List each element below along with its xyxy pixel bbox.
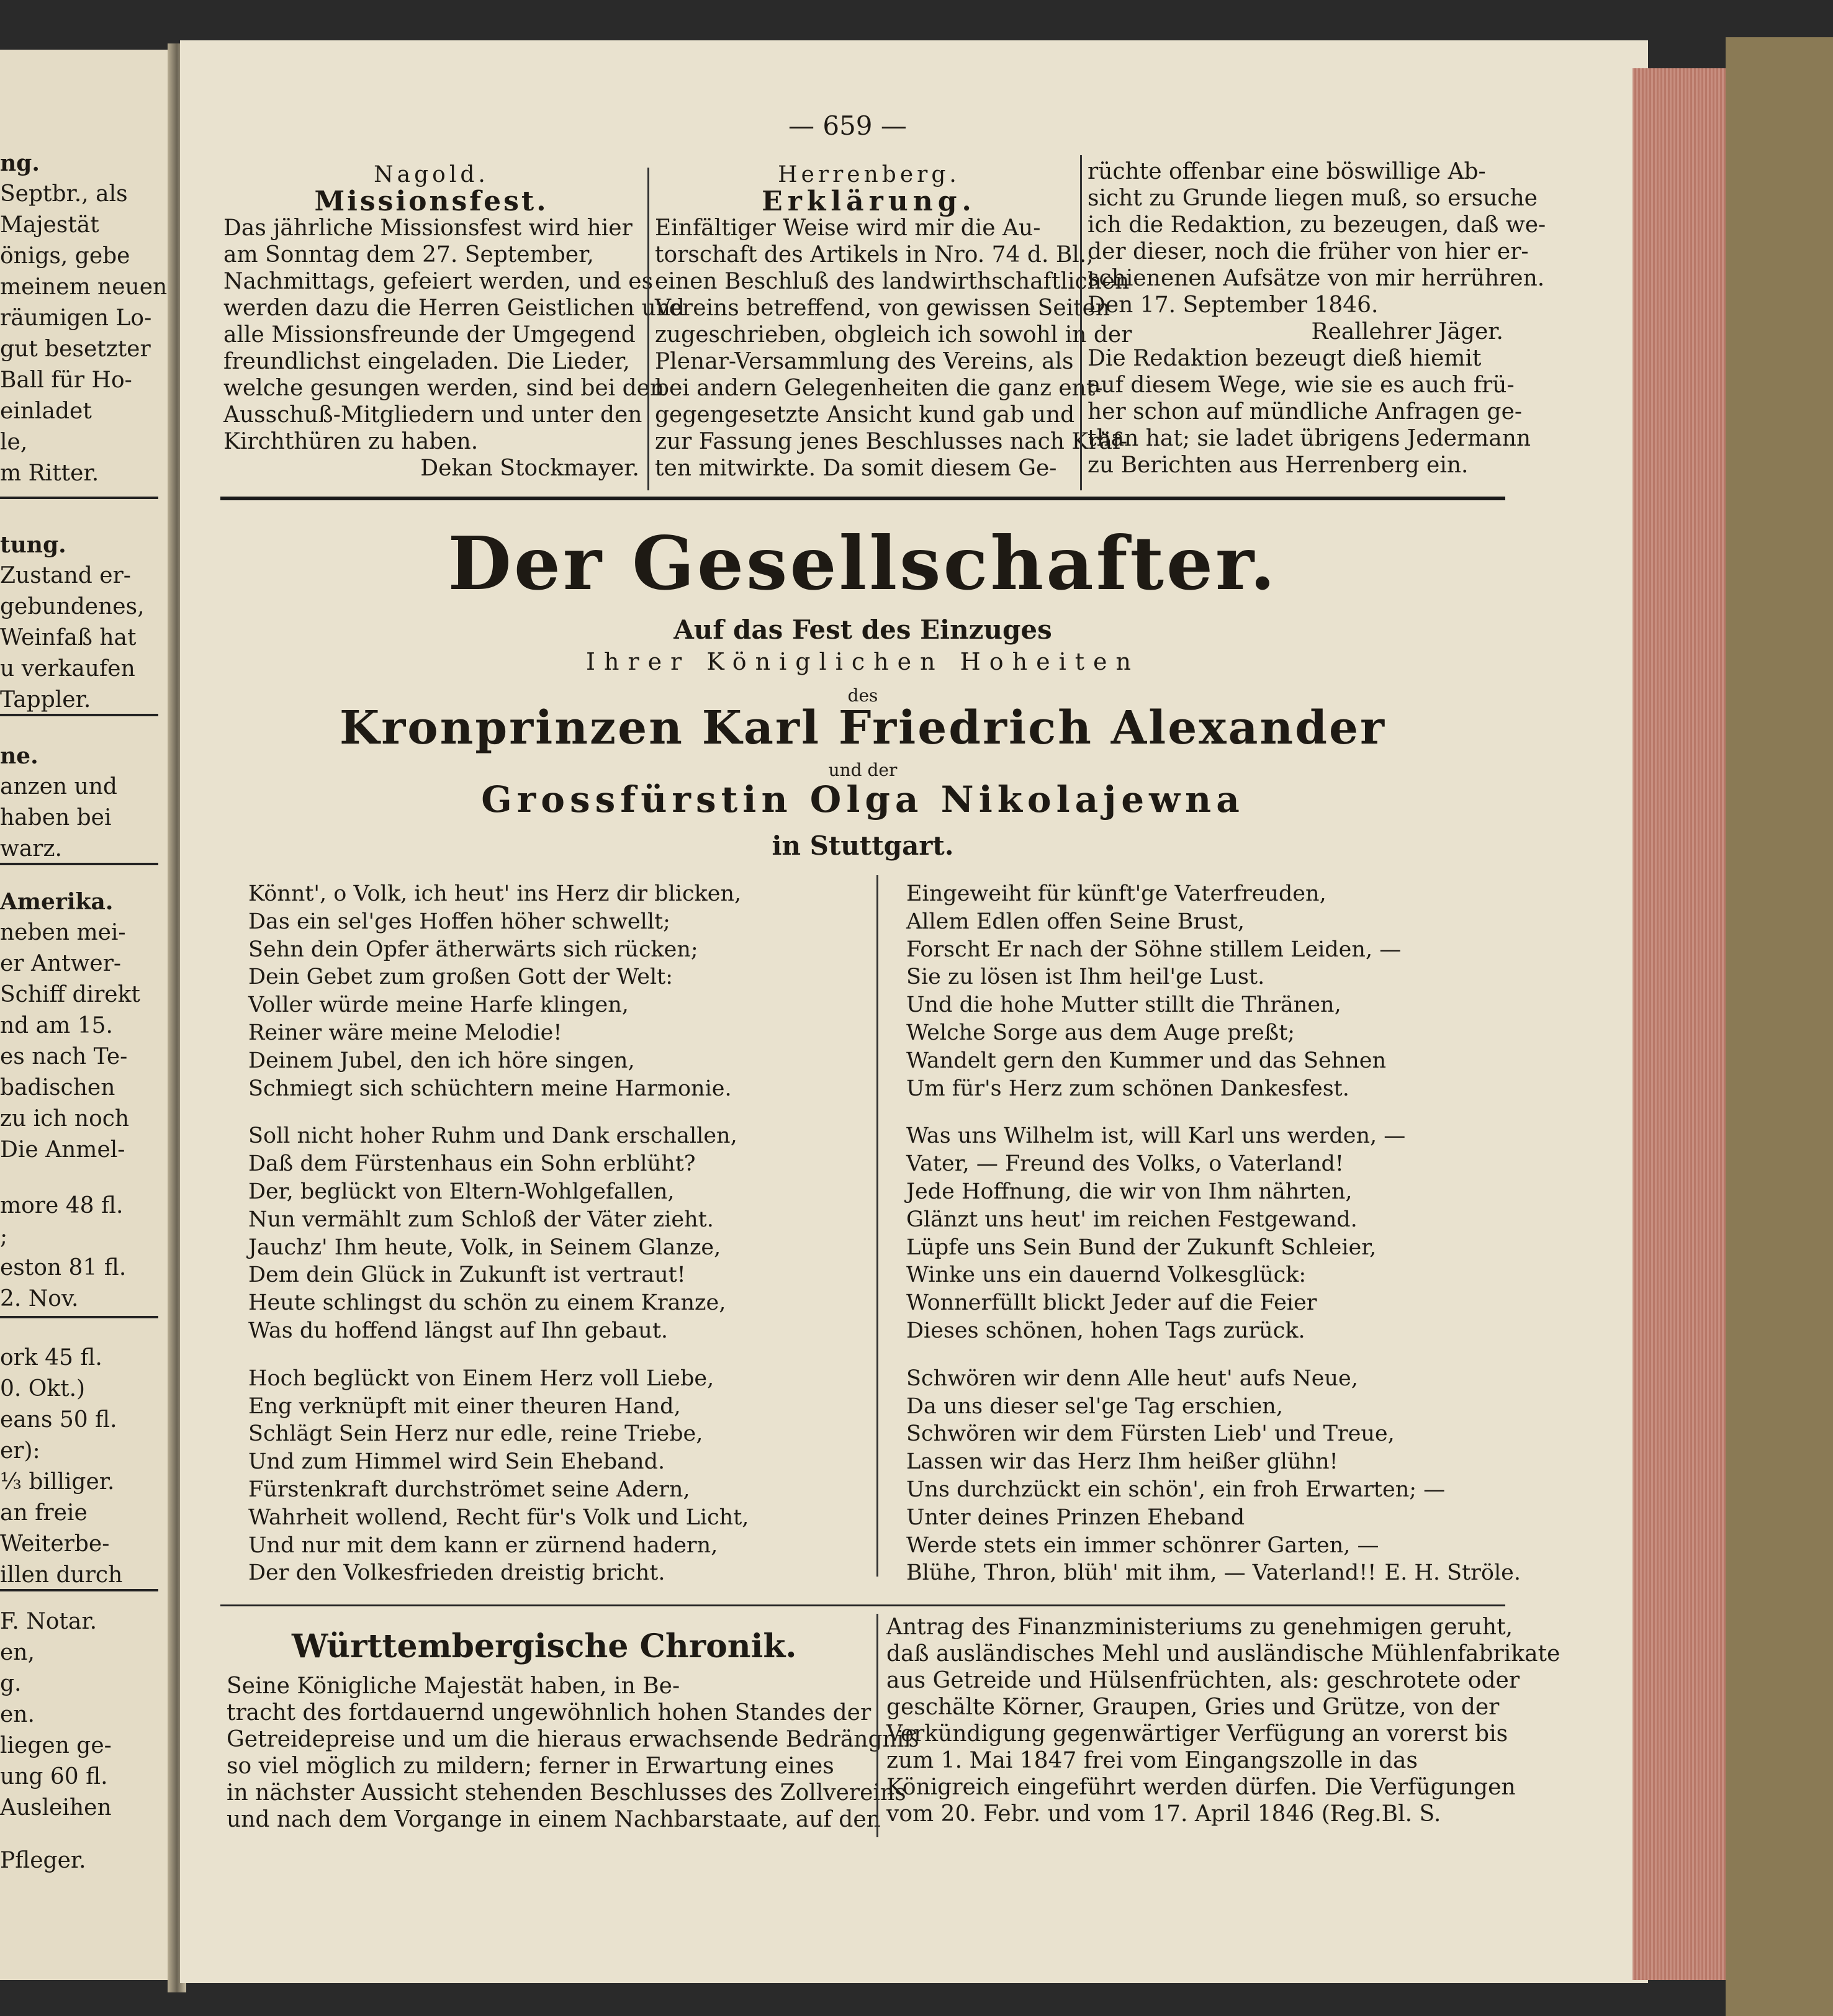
- book-cover: [1726, 37, 1833, 2016]
- poem-line: Allem Edlen offen Seine Brust,: [906, 909, 1245, 934]
- notice-line: Die Redaktion bezeugt dieß hiemit: [1088, 346, 1482, 371]
- left-page-line: zu ich noch: [0, 1106, 130, 1132]
- notice-line: bei andern Gelegenheiten die ganz ent-: [655, 376, 1103, 401]
- left-page-line: nd am 15.: [0, 1013, 113, 1038]
- notice-line: Den 17. September 1846.: [1088, 292, 1379, 318]
- notice-signature: Dekan Stockmayer.: [420, 456, 639, 481]
- left-page-line: an freie: [0, 1500, 88, 1526]
- left-page-rule: [0, 1316, 158, 1318]
- left-page-line: Ball für Ho-: [0, 367, 132, 393]
- poem-line: Schlägt Sein Herz nur edle, reine Triebe,: [248, 1421, 703, 1447]
- masthead-grand-duchess: Grossfürstin Olga Nikolajewna: [481, 778, 1245, 821]
- poem-line: Schwören wir denn Alle heut' aufs Neue,: [906, 1366, 1358, 1391]
- masthead-des: des: [847, 685, 878, 706]
- poem-line: Winke uns ein dauernd Volkesglück:: [906, 1262, 1307, 1288]
- notice-line: Kirchthüren zu haben.: [223, 429, 479, 454]
- left-page-line: neben mei-: [0, 920, 126, 945]
- left-page-line: Majestät: [0, 212, 99, 238]
- chronik-line: Antrag des Finanzministeriums zu genehmigen geruht,: [886, 1614, 1513, 1640]
- left-page-line: räumigen Lo-: [0, 305, 152, 331]
- notice-line: schienenen Aufsätze von mir herrühren.: [1088, 266, 1545, 291]
- notice-line: rüchte offenbar eine böswillige Ab-: [1088, 159, 1486, 184]
- left-page-line: es nach Te-: [0, 1044, 128, 1069]
- poem-line: Wahrheit wollend, Recht für's Volk und Licht,: [248, 1505, 749, 1530]
- notice-line: alle Missionsfreunde der Umgegend: [223, 322, 636, 348]
- notice-line: freundlichst eingeladen. Die Lieder,: [223, 349, 630, 374]
- poem-line: Unter deines Prinzen Eheband: [906, 1505, 1245, 1530]
- chronik-line: zum 1. Mai 1847 frei vom Eingangszolle in das: [886, 1748, 1418, 1773]
- poem-line: Deinem Jubel, den ich höre singen,: [248, 1048, 635, 1073]
- poem-column-rule: [876, 875, 878, 1577]
- notice-herrenberg: [655, 161, 1132, 482]
- notice-line: der dieser, noch die früher von hier er-: [1088, 239, 1529, 264]
- notice-line: her schon auf mündliche Anfragen ge-: [1088, 399, 1523, 425]
- left-page-line: ⅓ billiger.: [0, 1469, 115, 1495]
- poem-line: Blühe, Thron, blüh' mit ihm, — Vaterland!!: [906, 1560, 1377, 1586]
- section-rule: [220, 1604, 1505, 1606]
- chronik-line: vom 20. Febr. und vom 17. April 1846 (Reg.Bl. S.: [886, 1801, 1441, 1827]
- notice-line: welche gesungen werden, sind bei den: [223, 376, 665, 401]
- poem-line: Soll nicht hoher Ruhm und Dank erschallen,: [248, 1123, 737, 1149]
- notice-nagold: [223, 161, 685, 482]
- left-page-line: Septbr., als: [0, 181, 128, 207]
- poem-line: Was du hoffend längst auf Ihn gebaut.: [248, 1318, 669, 1343]
- left-page-line: Pfleger.: [0, 1848, 86, 1873]
- page-number: — 659 —: [788, 110, 907, 141]
- poem-line: Nun vermählt zum Schloß der Väter zieht.: [248, 1207, 714, 1232]
- poem-line: Vater, — Freund des Volks, o Vaterland!: [906, 1151, 1344, 1177]
- chronik-line: in nächster Aussicht stehenden Beschlusses des Zollvereins: [227, 1780, 906, 1806]
- left-page-line: more 48 fl.: [0, 1193, 124, 1218]
- masthead-title: Der Gesellschafter.: [448, 520, 1278, 606]
- left-page-line: Ausleihen: [0, 1795, 112, 1820]
- left-page-line: anzen und: [0, 774, 117, 799]
- poem-line: Könnt', o Volk, ich heut' ins Herz dir blicken,: [248, 881, 742, 906]
- notice-title: Erklärung.: [762, 186, 976, 217]
- left-page-line: m Ritter.: [0, 461, 99, 486]
- poem-line: Und nur mit dem kann er zürnend hadern,: [248, 1532, 718, 1558]
- chronik-line: aus Getreide und Hülsenfrüchten, als: geschrotete oder: [886, 1668, 1520, 1693]
- left-page-line: Tappler.: [0, 687, 91, 713]
- poem-line: Glänzt uns heut' im reichen Festgewand.: [906, 1207, 1358, 1232]
- poem-line: Der den Volkesfrieden dreistig bricht.: [248, 1560, 665, 1586]
- left-page-line: ng.: [0, 150, 40, 176]
- notice-line: Vereins betreffend, von gewissen Seiten: [655, 295, 1110, 321]
- left-page-line: en.: [0, 1702, 35, 1727]
- chronik-left-column: [227, 1673, 919, 1833]
- notice-line: zu Berichten aus Herrenberg ein.: [1088, 452, 1469, 478]
- poem-line: Uns durchzückt ein schön', ein froh Erwarten; —: [906, 1477, 1446, 1502]
- chronik-line: tracht des fortdauernd ungewöhnlich hohen Standes der: [227, 1700, 871, 1726]
- notice-line: Ausschuß-Mitgliedern und unter den: [223, 402, 642, 428]
- poem-line: Sie zu lösen ist Ihm heil'ge Lust.: [906, 965, 1265, 990]
- poem-line: Dein Gebet zum großen Gott der Welt:: [248, 965, 673, 990]
- left-page-rule: [0, 863, 158, 865]
- masthead-subtitle: Auf das Fest des Einzuges: [673, 614, 1052, 645]
- notice-line: einen Beschluß des landwirthschaftlichen: [655, 269, 1130, 294]
- poem-right-column: [906, 880, 1521, 1587]
- notice-place: Herrenberg.: [778, 162, 960, 187]
- left-page-line: haben bei: [0, 805, 112, 830]
- poem-line: Hoch beglückt von Einem Herz voll Liebe,: [248, 1366, 714, 1391]
- notice-line: Das jährliche Missionsfest wird hier: [223, 215, 633, 241]
- left-page-line: 2. Nov.: [0, 1286, 79, 1312]
- left-page-rule: [0, 497, 158, 499]
- poem-line: Sehn dein Opfer ätherwärts sich rücken;: [248, 937, 698, 962]
- left-page-line: gebundenes,: [0, 594, 145, 619]
- chronik-line: so viel möglich zu mildern; ferner in Erwartung eines: [227, 1753, 834, 1779]
- chronik-line: und nach dem Vorgange in einem Nachbarstaate, auf den: [227, 1807, 881, 1832]
- masthead-rule: [220, 497, 1505, 500]
- notice-line: Plenar-Versammlung des Vereins, als: [655, 349, 1074, 374]
- left-page-line: Amerika.: [0, 889, 114, 915]
- poem-line: Schmiegt sich schüchtern meine Harmonie.: [248, 1076, 732, 1101]
- left-page-line: Schiff direkt: [0, 982, 140, 1007]
- notice-line: am Sonntag dem 27. September,: [223, 242, 594, 268]
- chronik-line: Königreich eingeführt werden dürfen. Die Verfügungen: [886, 1775, 1516, 1800]
- column-rule: [1080, 155, 1082, 490]
- left-page-line: Die Anmel-: [0, 1137, 125, 1163]
- left-page-line: warz.: [0, 836, 62, 862]
- notice-title: Missionsfest.: [314, 186, 549, 217]
- left-page-line: eston 81 fl.: [0, 1255, 127, 1280]
- poem-line: Was uns Wilhelm ist, will Karl uns werden, —: [906, 1123, 1406, 1149]
- chronik-column-rule: [876, 1614, 878, 1837]
- notice-line: torschaft des Artikels in Nro. 74 d. Bl.,: [655, 242, 1094, 268]
- page-edges: [1633, 68, 1732, 1980]
- left-page-line: gut besetzter: [0, 336, 151, 362]
- notice-line: gegengesetzte Ansicht kund gab und: [655, 402, 1075, 428]
- left-page-line: u verkaufen: [0, 656, 135, 682]
- left-page-line: Zustand er-: [0, 563, 131, 588]
- poem-line: Und zum Himmel wird Sein Eheband.: [248, 1449, 665, 1475]
- notice-line: Einfältiger Weise wird mir die Au-: [655, 215, 1041, 241]
- chronik-line: Seine Königliche Majestät haben, in Be-: [227, 1673, 680, 1699]
- chronik-line: daß ausländisches Mehl und ausländische Mühlenfabrikate: [886, 1641, 1561, 1667]
- poem-line: Jauchz' Ihm heute, Volk, in Seinem Glanze,: [248, 1235, 721, 1260]
- poem-line: Daß dem Fürstenhaus ein Sohn erblüht?: [248, 1151, 696, 1177]
- notice-place: Nagold.: [374, 162, 489, 187]
- poem-left-column: [248, 880, 869, 1587]
- chronik-right-column: [886, 1614, 1561, 1827]
- poem-line: Und die hohe Mutter stillt die Thränen,: [906, 992, 1341, 1018]
- poem-line: Lüpfe uns Sein Bund der Zukunft Schleier,: [906, 1235, 1377, 1260]
- notice-line: Nachmittags, gefeiert werden, und es: [223, 269, 654, 294]
- left-page-line: badischen: [0, 1075, 115, 1100]
- left-page-line: le,: [0, 430, 28, 455]
- notice-line: auf diesem Wege, wie sie es auch frü-: [1088, 372, 1515, 398]
- column-rule: [647, 168, 649, 490]
- poem-line: Wandelt gern den Kummer und das Sehnen: [906, 1048, 1387, 1073]
- poem-line: Forscht Er nach der Söhne stillem Leiden, —: [906, 937, 1402, 962]
- left-page-line: önigs, gebe: [0, 243, 130, 269]
- poem-line: Eng verknüpft mit einer theuren Hand,: [248, 1393, 681, 1419]
- poem-line: Heute schlingst du schön zu einem Kranze,: [248, 1290, 726, 1316]
- left-page-rule: [0, 1589, 158, 1591]
- left-page-line: Weiterbe-: [0, 1531, 110, 1557]
- poem-line: Jede Hoffnung, die wir von Ihm nährten,: [906, 1179, 1353, 1204]
- left-page-line: einladet: [0, 398, 92, 424]
- notice-line: ten mitwirkte. Da somit diesem Ge-: [655, 456, 1057, 481]
- left-page-line: er):: [0, 1438, 40, 1464]
- poem-line: Der, beglückt von Eltern-Wohlgefallen,: [248, 1179, 675, 1204]
- left-page-line: ung 60 fl.: [0, 1764, 108, 1789]
- poem-line: Lassen wir das Herz Ihm heißer glühn!: [906, 1449, 1338, 1475]
- poem-line: Reiner wäre meine Melodie!: [248, 1020, 562, 1045]
- masthead-prince: Kronprinzen Karl Friedrich Alexander: [339, 701, 1387, 755]
- left-page-line: ork 45 fl.: [0, 1345, 102, 1370]
- poem-line: Schwören wir dem Fürsten Lieb' und Treue,: [906, 1421, 1395, 1447]
- notice-line: sicht zu Grunde liegen muß, so ersuche: [1088, 186, 1538, 211]
- notice-line: zugeschrieben, obgleich ich sowohl in der: [655, 322, 1132, 348]
- left-page-line: ;: [0, 1224, 8, 1249]
- notice-line: than hat; sie ladet übrigens Jedermann: [1088, 426, 1531, 451]
- chronik-line: geschälte Körner, Graupen, Gries und Grütze, von der: [886, 1694, 1500, 1720]
- masthead-und-der: und der: [828, 760, 898, 780]
- notice-line: werden dazu die Herren Geistlichen und: [223, 295, 685, 321]
- left-page-line: illen durch: [0, 1562, 123, 1588]
- notice-line: ich die Redaktion, zu bezeugen, daß we-: [1088, 212, 1546, 238]
- poem-line: Dieses schönen, hohen Tags zurück.: [906, 1318, 1305, 1343]
- chronik-line: Verkündigung gegenwärtiger Verfügung an vorerst bis: [886, 1721, 1508, 1747]
- notice-signature: Reallehrer Jäger.: [1311, 319, 1503, 344]
- left-page-line: tung.: [0, 532, 66, 558]
- left-page-line: en,: [0, 1640, 35, 1665]
- left-page-rule: [0, 714, 158, 716]
- left-page-line: eans 50 fl.: [0, 1407, 117, 1433]
- poem-author: E. H. Ströle.: [1384, 1560, 1521, 1585]
- poem-line: Werde stets ein immer schönrer Garten, —: [906, 1532, 1379, 1558]
- left-page-line: F. Notar.: [0, 1609, 97, 1634]
- left-page-line: g.: [0, 1671, 22, 1696]
- poem-line: Das ein sel'ges Hoffen höher schwellt;: [248, 909, 670, 934]
- left-page-line: Weinfaß hat: [0, 625, 137, 650]
- left-page-line: er Antwer-: [0, 951, 122, 976]
- chronik-title: Württembergische Chronik.: [292, 1627, 797, 1665]
- notice-line: zur Fassung jenes Beschlusses nach Kräf-: [655, 429, 1128, 454]
- poem-line: Wonnerfüllt blickt Jeder auf die Feier: [906, 1290, 1317, 1316]
- masthead-highnesses: Ihrer Königlichen Hoheiten: [585, 648, 1140, 675]
- masthead-city: in Stuttgart.: [772, 830, 954, 861]
- left-page-line: meinem neuen: [0, 274, 168, 300]
- left-page-line: ne.: [0, 743, 38, 769]
- poem-line: Voller würde meine Harfe klingen,: [248, 992, 629, 1018]
- left-page-line: liegen ge-: [0, 1733, 112, 1758]
- chronik-line: Getreidepreise und um die hieraus erwachsende Bedrängniß: [227, 1727, 919, 1752]
- poem-line: Dem dein Glück in Zukunft ist vertraut!: [248, 1262, 686, 1288]
- left-page-fragment: [0, 50, 177, 1980]
- left-page-line: 0. Okt.): [0, 1376, 86, 1402]
- poem-line: Welche Sorge aus dem Auge preßt;: [906, 1020, 1295, 1045]
- poem-line: Um für's Herz zum schönen Dankesfest.: [906, 1076, 1349, 1101]
- poem-line: Fürstenkraft durchströmet seine Adern,: [248, 1477, 690, 1502]
- poem-line: Eingeweiht für künft'ge Vaterfreuden,: [906, 881, 1326, 906]
- notice-herrenberg-cont: [1088, 158, 1546, 479]
- poem-line: Da uns dieser sel'ge Tag erschien,: [906, 1393, 1283, 1419]
